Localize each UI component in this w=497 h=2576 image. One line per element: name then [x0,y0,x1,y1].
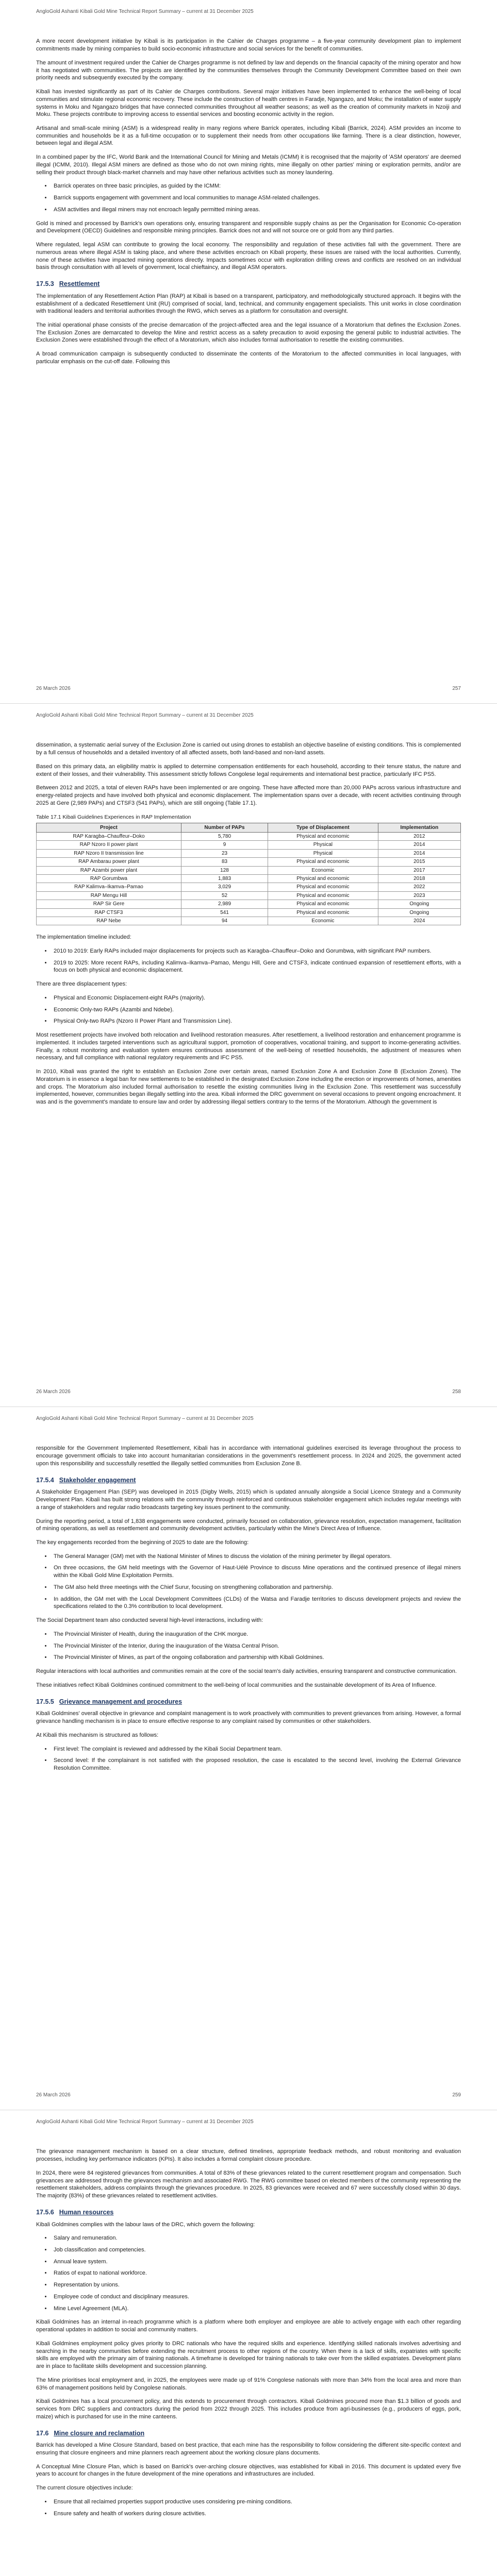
table-cell: RAP Azambi power plant [37,866,181,874]
body-paragraph: A broad communication campaign is subsequently conducted to disseminate the contents of the Moratorium to the affected communities in local languages, with particular emphasis on the cut-off date. Following this [36,351,461,365]
body-paragraph: Kibali Goldmines complies with the labour laws of the DRC, which govern the following: [36,2221,255,2228]
body-paragraph: Most resettlement projects have involved both relocation and livelihood restoration measures. After resettlement, a livelihood restoration and enhancement programme is implemented. It includes targeted interventions such as agricultural support, promotion of cooperatives, vocational training, and support to income-generating activities. Finally, a robust monitoring and evaluation system ensures continuous assessment of the well-being of resettled households, the adjustment of measures when necessary, and full compliance with national regulatory requirements and IFC PS5. [36,1032,461,1061]
body-paragraph: Where regulated, legal ASM can contribute to growing the local economy. The responsibility and regulation of these activities fall with the government. There are numerous areas where illegal ASM is taking place, and where these activities encroach on Kibali property, these issues are raised with the local authorities. Currently, none of these activities have impacted mining operations directly. Impacts sometimes occur with exploration drilling crews and conflicts are resolved on an individual basis through consultation with all levels of government, local chieftaincy, and illegal ASM operators. [36,242,461,271]
table-cell: 2012 [378,832,460,840]
section-heading [36,2208,461,2217]
section-heading [36,1476,461,1485]
bullet-list [36,947,461,974]
body-paragraph: Between 2012 and 2025, a total of eleven RAPs have been implemented or are ongoing. These have affected more than 20,000 PAPs across various infrastructure and energy-related projects and have involved both physical and economic displacement. The implementation spans over a decade, with recent activities continuing through 2025 at Gere (2,989 PAPs) and CTSF3 (541 PAPs), which are still ongoing (Table 17.1). [36,785,461,806]
body-paragraph: In 2024, there were 84 registered grievances from communities. A total of 83% of these grievances related to the current resettlement program and compensation. Such grievances are addressed through the grievances mechanism and associated RWG. The RWG committee based on elected members of the community representing the resettlement stakeholders, address complaints through the grievances procedure. In 2025, 83 grievances were received and 67 were successfully closed within 30 days. The majority (83%) of these grievances related to resettlement activities. [36,2170,461,2199]
table-cell: RAP Ambarau power plant [37,858,181,866]
body-paragraph: Kibali Goldmines' overall objective in grievance and complaint management is to work proactively with communities to prevent grievances from arising. However, a formal grievance handling mechanism is in place to ensure effective response to any complaint raised by communities or other stakeholders. [36,1710,461,1725]
table-cell: Economic [268,917,378,925]
table-cell: 2,989 [181,900,268,908]
body-paragraph: The key engagements recorded from the beginning of 2025 to date are the following: [36,1539,249,1546]
table-row [37,866,461,874]
body-paragraph: A Stakeholder Engagement Plan (SEP) was developed in 2015 (Digby Wells, 2015) which is updated annually alongside a Social Licence Strategy and a Community Development Plan. Kibali has built strong relations with the community through reinforced and continuous stakeholder engagement which includes regular meetings with a range of stakeholders and regular radio broadcasts targeting key issues pertinent to the community. [36,1489,461,1511]
column-header: Type of Displacement [268,823,378,832]
table-cell: RAP Kalimva–Ikamva–Pamao [37,883,181,891]
bullet-item: • Employee code of conduct and disciplinary measures. [52,2293,461,2301]
bullet-list [36,994,461,1025]
table-cell: 83 [181,858,268,866]
section-heading [36,1698,461,1706]
page-footer [36,2092,461,2098]
bullet-item: • Mine Level Agreement (MLA). [52,2305,461,2313]
section-title: Mine closure and reclamation [54,2429,145,2437]
table-cell: 94 [181,917,268,925]
column-header: Number of PAPs [181,823,268,832]
footer-date: 26 March 2026 [36,1388,71,1395]
section-heading [36,2429,461,2438]
body-paragraph: Barrick has developed a Mine Closure Standard, based on best practice, that each mine has the responsibility to follow considering the different site-specific context and ensuring that closure engineers and mine planners reach agreement about the working closure plans documents. [36,2442,461,2456]
body-paragraph: In a combined paper by the IFC, World Bank and the International Council for Mining and Metals (ICMM) it is recognised that the majority of 'ASM operators' are deemed illegal (ICMM, 2010). Illegal ASM miners are defined as those who do not own mining rights, mine illegally on other parties' mining or exploration permits, and/or are selling their product through black-market channels and may have other nefarious activities such as money laundering. [36,154,461,176]
body-paragraph: Regular interactions with local authorities and communities remain at the core of the social team's daily activities, ensuring transparent and constructive communication. [36,1668,457,1675]
table-cell: RAP Sir Gere [37,900,181,908]
body-paragraph: During the reporting period, a total of 1,838 engagements were conducted, primarily focused on collaboration, grievance resolution, expectation management, facilitation of mining operations, as well as resettlement and community development activities, particularly within the Mine's Direct Area of Influence. [36,1518,461,1532]
section-number: 17.5.3 [36,280,54,288]
body-paragraph: At Kibali this mechanism is structured as follows: [36,1732,159,1738]
table-cell: Physical and economic [268,908,378,917]
table-row [37,849,461,857]
section-title: Resettlement [59,280,100,288]
bullet-item: • Economic Only-two RAPs (Azambi and Ndebe). [52,1006,461,1014]
body-paragraph: The initial operational phase consists of the precise demarcation of the project-affected area and the legal issuance of a Moratorium that defines the Exclusion Zones. The Exclusion Zones are demarcated to develop the Mine and restrict access as a safety precaution to avoid exposing the general public to industrial activities. The Exclusion Zones were established through the effect of a Moratorium, which also includes formal authorisation to resettle the existing communities. [36,321,461,344]
body-paragraph: The implementation of any Resettlement Action Plan (RAP) at Kibali is based on a transparent, participatory, and methodologically structured approach. It begins with the establishment of a dedicated Resettlement Unit (RU) comprised of social, land, technical, and community engagement specialists. This unit works in close coordination with traditional leaders and territorial authorities through the RWG, which serves as a platform for consultation and oversight. [36,293,461,315]
table-cell: 2014 [378,849,460,857]
body-paragraph: responsible for the Government Implemented Resettlement, Kibali has in accordance with international guidelines exercised its leverage throughout the process to encourage government officials to take into account humanitarian considerations in the government's resettlement process. In 2024 and 2025, the government acted upon this responsibility and successfully resettled the illegally settled communities from Exclusion Zone B. [36,1445,461,1467]
rap-table [36,823,461,926]
table-cell: RAP Gorumbwa [37,874,181,883]
table-cell: RAP Nzoro II power plant [37,841,181,849]
body-paragraph: The current closure objectives include: [36,2485,133,2492]
body-paragraph: The Mine prioritises local employment and, in 2025, the employees were made up of 91% Congolese nationals with more than 34% from the local area and more than 63% of management positions held by Congolese nationals. [36,2377,461,2391]
bullet-item: • 2019 to 2025: More recent RAPs, including Kalimva–Ikamva–Pamao, Mengu Hill, Gere and CTSF3, indicate continued expansion of resettlement efforts, with a focus on both physical and economic displacement. [52,959,461,974]
body-paragraph: Gold is mined and processed by Barrick's own operations only, ensuring transparent and responsible supply chains as per the Organisation for Economic Co-operation and Development (OECD) Guidelines and responsible mining principles. Barrick does not and will not source ore or gold from any third parties. [36,220,461,234]
bullet-item: • Ratios of expat to national workforce. [52,2269,461,2277]
table-cell: 1,883 [181,874,268,883]
body-paragraph: There are three displacement types: [36,981,127,988]
table-cell: Physical and economic [268,832,378,840]
table-cell: RAP Nebe [37,917,181,925]
column-header: Implementation [378,823,460,832]
body-paragraph: Kibali Goldmines employment policy gives priority to DRC nationals who have the required skills and experience. Identifying skilled nationals involves advertising and searching in the nearby communities before extending the recruitment process to other regions of the country. When there is a lack of skills, expatriates with specific skills are employed with the primary aim of training nationals. A timeframe is developed for training nationals to take over from the skilled expatriates. Development plans are in place to facilitate skills development and succession planning. [36,2340,461,2370]
table-row [37,917,461,925]
bullet-item: • On three occasions, the GM held meetings with the Governor of Haut-Uélé Province to discuss Mine operations and the continued presence of illegal miners within the Kibali Gold Mine Exploitation Permits. [52,1564,461,1579]
section-number: 17.5.5 [36,1698,54,1705]
section-number: 17.5.6 [36,2208,54,2216]
bullet-item: • Barrick supports engagement with government and local communities to manage ASM-related challenges. [52,194,461,202]
bullet-item: • Ensure safety and health of workers during closure activities. [52,2510,461,2518]
table-row [37,883,461,891]
table-cell: Physical [268,841,378,849]
section-title: Stakeholder engagement [59,1476,136,1484]
bullet-item: • ASM activities and illegal miners may not encroach legally permitted mining areas. [52,206,461,214]
body-paragraph: The grievance management mechanism is based on a clear structure, defined timelines, appropriate feedback methods, and robust monitoring and evaluation processes, including key performance indicators (KPIs). It also includes a formal complaint closure procedure. [36,2148,461,2163]
table-cell: 2022 [378,883,460,891]
table-row [37,900,461,908]
bullet-item: • Annual leave system. [52,2258,461,2266]
bullet-item: • Barrick operates on three basic principles, as guided by the ICMM: [52,182,461,190]
table-cell: RAP Mengu Hill [37,891,181,900]
table-cell: Ongoing [378,908,460,917]
table-cell: Physical [268,849,378,857]
running-header: AngloGold Ashanti Kibali Gold Mine Technical Report Summary – current at 31 December 2025 [36,1416,254,1421]
bullet-item: • First level: The complaint is reviewed and addressed by the Kibali Social Department team. [52,1745,461,1753]
body-paragraph: In 2010, Kibali was granted the right to establish an Exclusion Zone over certain areas, named Exclusion Zone A and Exclusion Zone B (Exclusion Zones). The Moratorium is in essence a legal ban for new settlements to be established in the designated Exclusion Zone including the erection or improvements of homes, amenities and crops. The Moratorium also included formal authorisation to resettle the existing communities living in the Exclusion Zone. This resettlement was successfully implemented, however, communities began illegally settling into the area. Kibali informed the DRC government on several occasions to prevent ongoing encroachment. It was and is the government's mandate to ensure law and order by addressing illegal settlers contrary to the terms of the Moratorium. Although the government is [36,1069,461,1106]
table-header-row [37,823,461,832]
table-row [37,858,461,866]
body-paragraph: Kibali Goldmines has a local procurement policy, and this extends to procurement through contractors. Kibali Goldmines procured more than $1.3 billion of goods and services from DRC suppliers and contractors during the period from 2022 through 2025. This includes produce from agri-businesses (e.g., producers of eggs, pork, maize) which is purchased for use in the mine canteens. [36,2398,461,2420]
table-row [37,874,461,883]
body-paragraph: A more recent development initiative by Kibali is its participation in the Cahier de Charges programme – a five-year community development plan to implement commitments made by mining companies to build socio-economic infrastructure and social services for the benefit of communities. [36,38,461,53]
page-footer [36,1388,461,1395]
table-cell: 9 [181,841,268,849]
bullet-item: • Physical Only-two RAPs (Nzoro II Power Plant and Transmission Line). [52,1018,461,1025]
table-cell: 2018 [378,874,460,883]
page-number: 259 [452,2092,461,2098]
body-paragraph: The amount of investment required under the Cahier de Charges programme is not defined by law and depends on the financial capacity of the mining operator and how it has negotiated with communities. The projects are identified by the communities themselves through the Community Development Committee based on their own priority needs and subsequently executed by the company. [36,59,461,81]
bullet-item: • The GM also held three meetings with the Chief Surur, focusing on strengthening collaboration and partnership. [52,1584,461,1591]
bullet-item: • In addition, the GM met with the Local Development Committees (CLDs) of the Watsa and Faradje territories to discuss development projects and review the specifications related to the 0.3% contribution to local development. [52,1596,461,1611]
table-cell: 3,029 [181,883,268,891]
bullet-list [36,1553,461,1611]
table-cell: 5,780 [181,832,268,840]
bullet-item: • The Provincial Minister of Health, during the inauguration of the CHK morgue. [52,1631,461,1638]
bullet-item: • The Provincial Minister of the Interior, during the inauguration of the Watsa Central Prison. [52,1642,461,1650]
page-number: 258 [452,1388,461,1395]
table-caption: Table 17.1 Kibali Guidelines Experiences in RAP Implementation [36,814,191,820]
table-row [37,891,461,900]
table-cell: 23 [181,849,268,857]
bullet-item: • Job classification and competencies. [52,2246,461,2254]
table-row [37,841,461,849]
table-cell: RAP Karagba–Chauffeur–Doko [37,832,181,840]
body-paragraph: Kibali Goldmines has an internal in-reach programme which is a platform where both employer and employee are able to actively engage with each other regarding operational updates in addition to social and community matters. [36,2319,461,2333]
bullet-list [36,1631,461,1662]
table-cell: Physical and economic [268,891,378,900]
body-paragraph: Based on this primary data, an eligibility matrix is applied to determine compensation entitlements for each household, according to their tenure status, the nature and extent of their losses, and their vulnerability. This assessment strictly follows Congolese legal requirements and international best practice, particularly IFC PS5. [36,763,461,777]
table-cell: Economic [268,866,378,874]
table-body [37,832,461,925]
bullet-list [36,2498,461,2517]
section-number: 17.5.4 [36,1476,54,1484]
table-cell: 2014 [378,841,460,849]
table-cell: 2023 [378,891,460,900]
bullet-item: • The Provincial Minister of Mines, as part of the ongoing collaboration and partnership with Kibali Goldmines. [52,1654,461,1662]
running-header: AngloGold Ashanti Kibali Gold Mine Technical Report Summary – current at 31 December 2025 [36,713,254,718]
table-cell: Physical and economic [268,874,378,883]
bullet-item: • Salary and remuneration. [52,2234,461,2242]
bullet-item: • Ensure that all reclaimed properties support productive uses considering pre-mining conditions. [52,2498,461,2506]
table-cell: Physical and economic [268,858,378,866]
footer-date: 26 March 2026 [36,685,71,691]
body-paragraph: These initiatives reflect Kibali Goldmines continued commitment to the well-being of local communities and the sustainable development of its Area of Influence. [36,1682,437,1688]
report-page [0,1406,497,2110]
running-header: AngloGold Ashanti Kibali Gold Mine Technical Report Summary – current at 31 December 2025 [36,9,254,14]
table-cell: 2017 [378,866,460,874]
bullet-list [36,2234,461,2312]
report-page [0,2110,497,2576]
table-cell: RAP CTSF3 [37,908,181,917]
section-heading [36,280,461,289]
bullet-item: • Second level: If the complainant is not satisfied with the proposed resolution, the case is escalated to the second level, involving the External Grievance Resolution Committee. [52,1757,461,1772]
body-paragraph: dissemination, a systematic aerial survey of the Exclusion Zone is carried out using drones to establish an objective baseline of existing conditions. This is complemented by a full census of households and a detailed inventory of all affected assets, both land-based and non-land assets. [36,742,461,756]
footer-date: 26 March 2026 [36,2092,71,2098]
table-cell: Physical and economic [268,883,378,891]
bullet-item: • Representation by unions. [52,2281,461,2289]
table-cell: RAP Nzoro II transmission line [37,849,181,857]
table-head [37,823,461,832]
body-paragraph: A Conceptual Mine Closure Plan, which is based on Barrick's over-arching closure objectives, was established for Kibali in 2016. This document is updated every five years to account for changes in the future development of the mine operations and infrastructures are included. [36,2463,461,2478]
table-cell: 2024 [378,917,460,925]
report-page [0,0,497,703]
section-title: Grievance management and procedures [59,1698,183,1705]
bullet-list [36,182,461,213]
bullet-item: • 2010 to 2019: Early RAPs included major displacements for projects such as Karagba–Chauffeur–Doko and Gorumbwa, with significant PAP numbers. [52,947,461,955]
page-footer [36,685,461,692]
body-paragraph: Kibali has invested significantly as part of its Cahier de Charges contributions. Several major initiatives have been implemented to enhance the well-being of local communities and stimulate regional economic recovery. These include the construction of health centres in Faradje, Ngangazo, and Moku; the installation of water supply systems in Moku and Ngangazo bridges that have connected communities throughout all weather seasons; as well as the creation of community markets in Nzoiji and Moku. These projects contribute to improving access to essential services and boosting economic activity in the region. [36,89,461,118]
table-cell: Physical and economic [268,900,378,908]
column-header: Project [37,823,181,832]
table-cell: 541 [181,908,268,917]
section-title: Human resources [59,2208,114,2216]
report-page [0,703,497,1406]
body-paragraph: The implementation timeline included: [36,934,131,941]
body-paragraph: The Social Department team also conducted several high-level interactions, including with: [36,1617,263,1624]
table-row [37,908,461,917]
running-header: AngloGold Ashanti Kibali Gold Mine Technical Report Summary – current at 31 December 2025 [36,2119,254,2125]
table-row [37,832,461,840]
bullet-list [36,1745,461,1772]
bullet-item: • The General Manager (GM) met with the National Minister of Mines to discuss the violation of the mining perimeter by illegal operators. [52,1553,461,1561]
page-number: 257 [452,685,461,691]
table-cell: Ongoing [378,900,460,908]
table-cell: 128 [181,866,268,874]
body-paragraph: Artisanal and small-scale mining (ASM) is a widespread reality in many regions where Barrick operates, including Kibali (Barrick, 2024). ASM provides an income to communities and households be it as a full-time occupation or to supplement their needs from other occupations like farming. There is a clear distinction, however, between legal and illegal ASM. [36,125,461,147]
section-number: 17.6 [36,2429,49,2437]
bullet-item: • Physical and Economic Displacement-eight RAPs (majority). [52,994,461,1002]
table-cell: 52 [181,891,268,900]
table-cell: 2015 [378,858,460,866]
